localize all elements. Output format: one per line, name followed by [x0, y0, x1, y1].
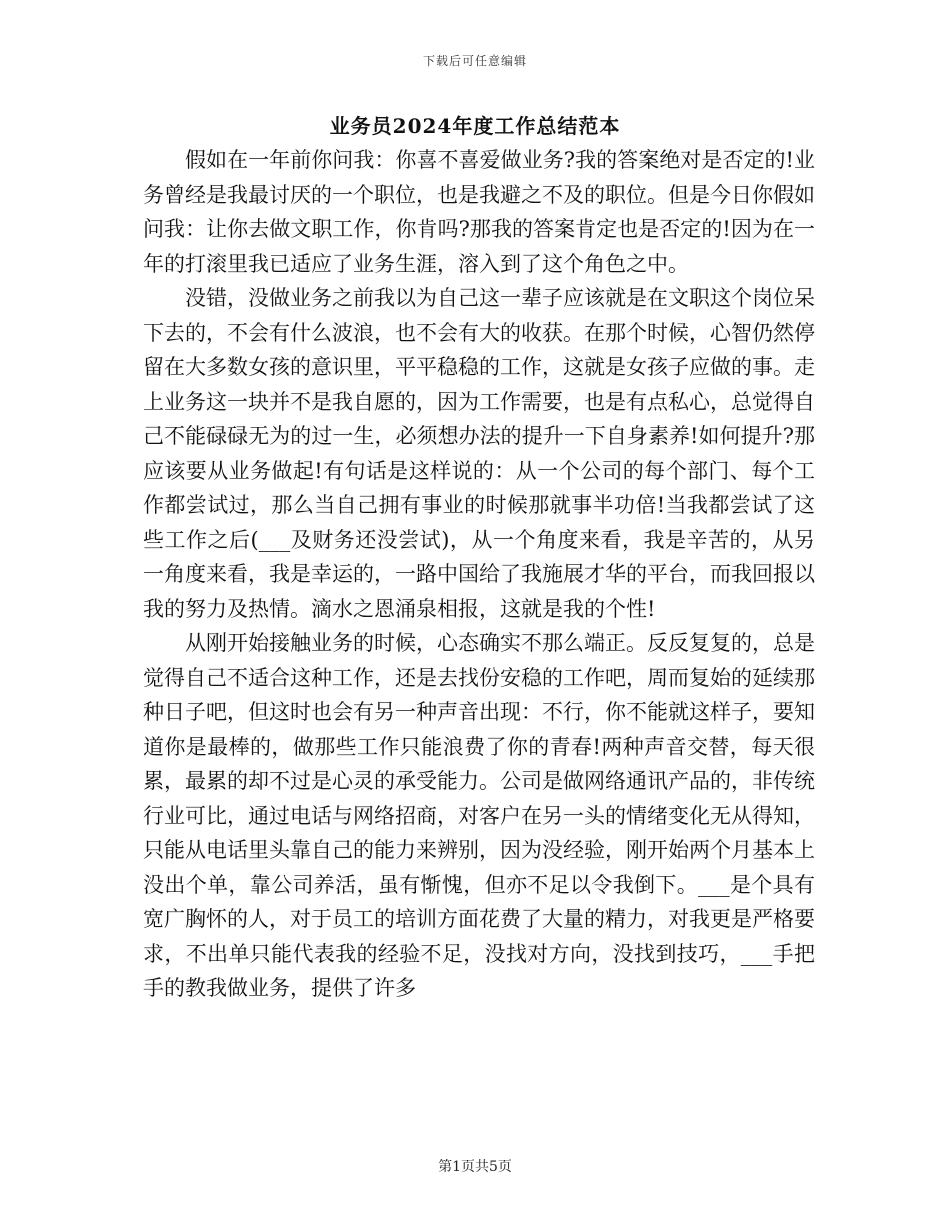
paragraph-2: 没错，没做业务之前我以为自己这一辈子应该就是在文职这个岗位呆下去的，不会有什么波浪，也不会有大的收获。在那个时候，心智仍然停留在大多数女孩的意识里，平平稳稳的工作，这就是女孩子应做的事。走上业务这一块并不是我自愿的，因为工作需要，也是有点私心，总觉得自己不能碌碌无为的过一生，必须想办法的提升一下自身素养!如何提升?那应该要从业务做起!有句话是这样说的：从一个公司的每个部门、每个工作都尝试过，那么当自己拥有事业的时候那就事半功倍!当我都尝试了这些工作之后(___及财务还没尝试)，从一个角度来看，我是辛苦的，从另一角度来看，我是幸运的，一路中国给了我施展才华的平台，而我回报以我的努力及热情。滴水之恩涌泉相报，这就是我的个性! — [143, 286, 815, 621]
page-number: 第1页共5页 — [438, 1159, 512, 1175]
document-title: 业务员2024年度工作总结范本 — [329, 114, 621, 138]
document-body — [143, 143, 815, 1006]
page-header-note: 下载后可任意编辑 — [422, 54, 527, 68]
paragraph-1: 假如在一年前你问我：你喜不喜爱做业务?我的答案绝对是否定的!业务曾经是我最讨厌的一个职位，也是我避之不及的职位。但是今日你假如问我：让你去做文职工作，你肯吗?那我的答案肯定也是否定的!因为在一年的打滚里我已适应了业务生涯，溶入到了这个角色之中。 — [143, 148, 815, 276]
paragraph-3: 从刚开始接触业务的时候，心态确实不那么端正。反反复复的，总是觉得自己不适合这种工作，还是去找份安稳的工作吧，周而复始的延续那种日子吧，但这时也会有另一种声音出现：不行，你不能就这样子，要知道你是最棒的，做那些工作只能浪费了你的青春!两种声音交替，每天很累，最累的却不过是心灵的承受能力。公司是做网络通讯产品的，非传统行业可比，通过电话与网络招商，对客户在另一头的情绪变化无从得知，只能从电话里头靠自己的能力来辨别，因为没经验，刚开始两个月基本上没出个单，靠公司养活，虽有惭愧，但亦不足以令我倒下。___是个具有宽广胸怀的人，对于员工的培训方面花费了大量的精力，对我更是严格要求，不出单只能代表我的经验不足，没找对方向，没找到技巧，___手把手的教我做业务，提供了许多 — [143, 631, 815, 1000]
